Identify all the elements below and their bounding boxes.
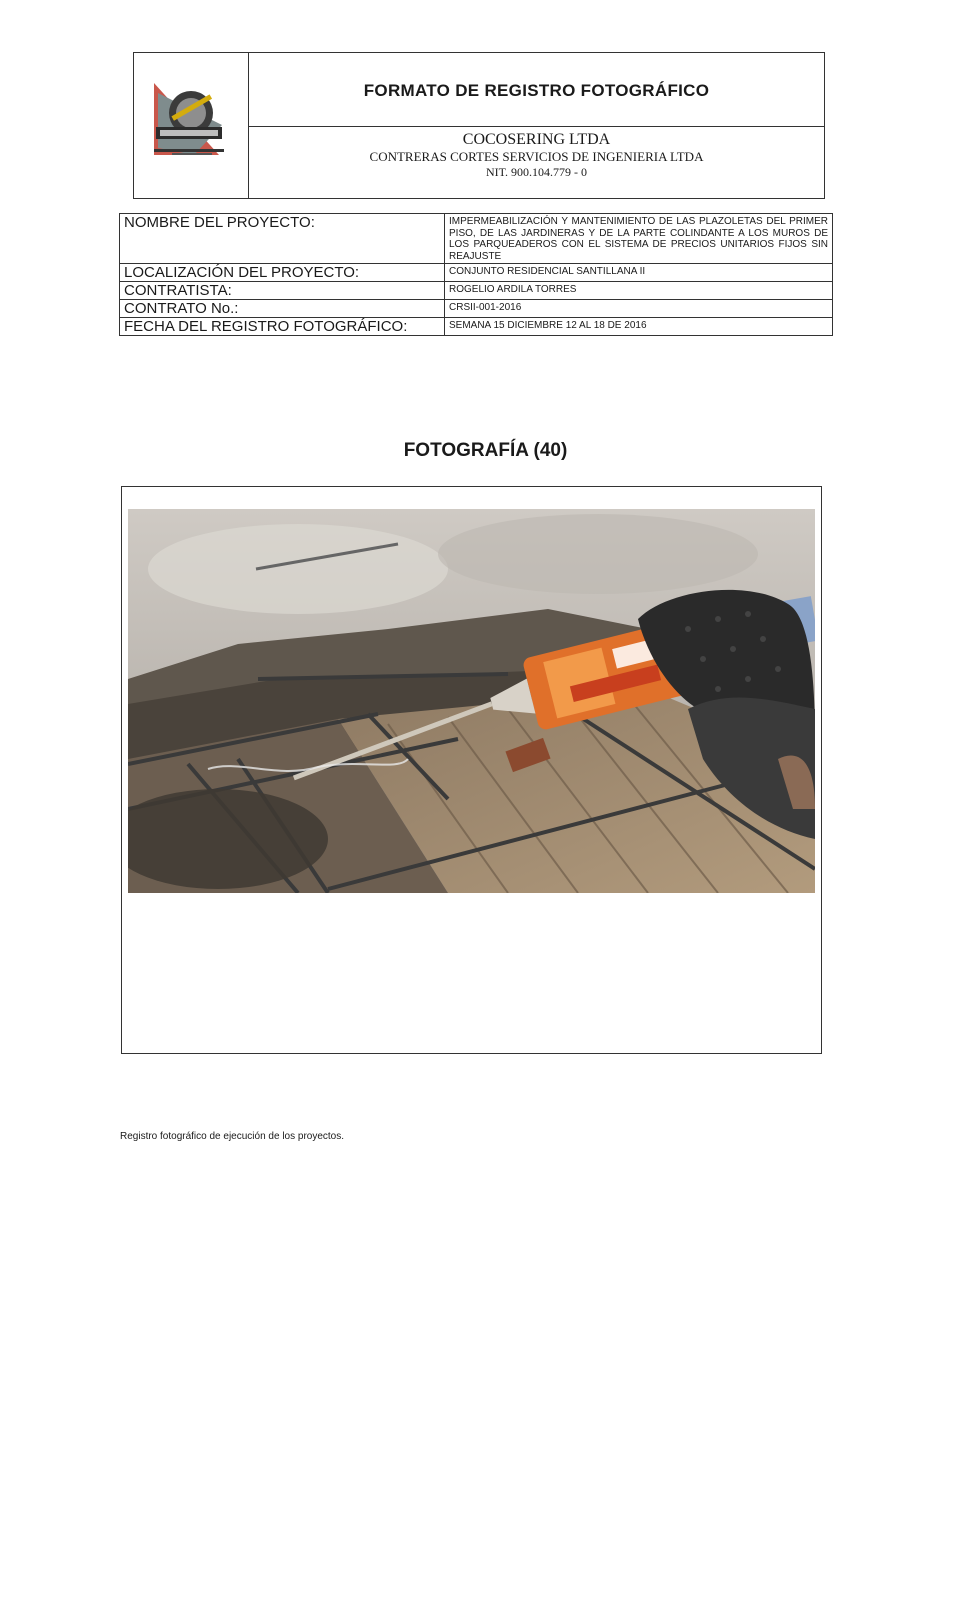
photo-title: FOTOGRAFÍA (40) xyxy=(403,440,568,461)
company-nit: NIT. 900.104.779 - 0 xyxy=(485,165,588,179)
form-title-cell xyxy=(249,53,824,127)
record-date-label: FECHA DEL REGISTRO FOTOGRÁFICO: xyxy=(120,318,445,336)
project-location-label: LOCALIZACIÓN DEL PROYECTO: xyxy=(120,264,445,282)
construction-photo-image xyxy=(128,509,815,893)
table-row xyxy=(120,214,833,264)
footer-note: Registro fotográfico de ejecución de los proyectos. xyxy=(120,1131,345,1142)
contractor-label: CONTRATISTA: xyxy=(120,282,445,300)
company-name: COCOSERING LTDA xyxy=(462,131,611,148)
company-full-name: CONTRERAS CORTES SERVICIOS DE INGENIERIA LTDA xyxy=(369,149,704,164)
table-row xyxy=(120,318,833,336)
photo-frame xyxy=(121,486,822,1054)
project-name-value: IMPERMEABILIZACIÓN Y MANTENIMIENTO DE LAS PLAZOLETAS DEL PRIMER PISO, DE LAS JARDINERAS Y DE LA PARTE COLINDANTE A LOS MUROS DE LOS PARQUEADEROS CON EL SISTEMA DE PRECIOS UNITARIOS FIJOS SIN REAJUSTE xyxy=(445,214,833,264)
contractor-value: ROGELIO ARDILA TORRES xyxy=(445,282,833,300)
project-info-table xyxy=(119,213,833,336)
contract-number-value: CRSII-001-2016 xyxy=(445,300,833,318)
project-location-value: CONJUNTO RESIDENCIAL SANTILLANA II xyxy=(445,264,833,282)
table-row xyxy=(120,264,833,282)
record-date-value: SEMANA 15 DICIEMBRE 12 AL 18 DE 2016 xyxy=(445,318,833,336)
logo-cell xyxy=(134,53,249,198)
form-title: FORMATO DE REGISTRO FOTOGRÁFICO xyxy=(363,81,710,100)
table-row xyxy=(120,282,833,300)
company-logo xyxy=(134,53,248,198)
document-header xyxy=(133,52,825,199)
contract-number-label: CONTRATO No.: xyxy=(120,300,445,318)
project-name-label: NOMBRE DEL PROYECTO: xyxy=(120,214,445,264)
construction-photo xyxy=(128,509,815,893)
company-info xyxy=(249,127,824,198)
table-row xyxy=(120,300,833,318)
